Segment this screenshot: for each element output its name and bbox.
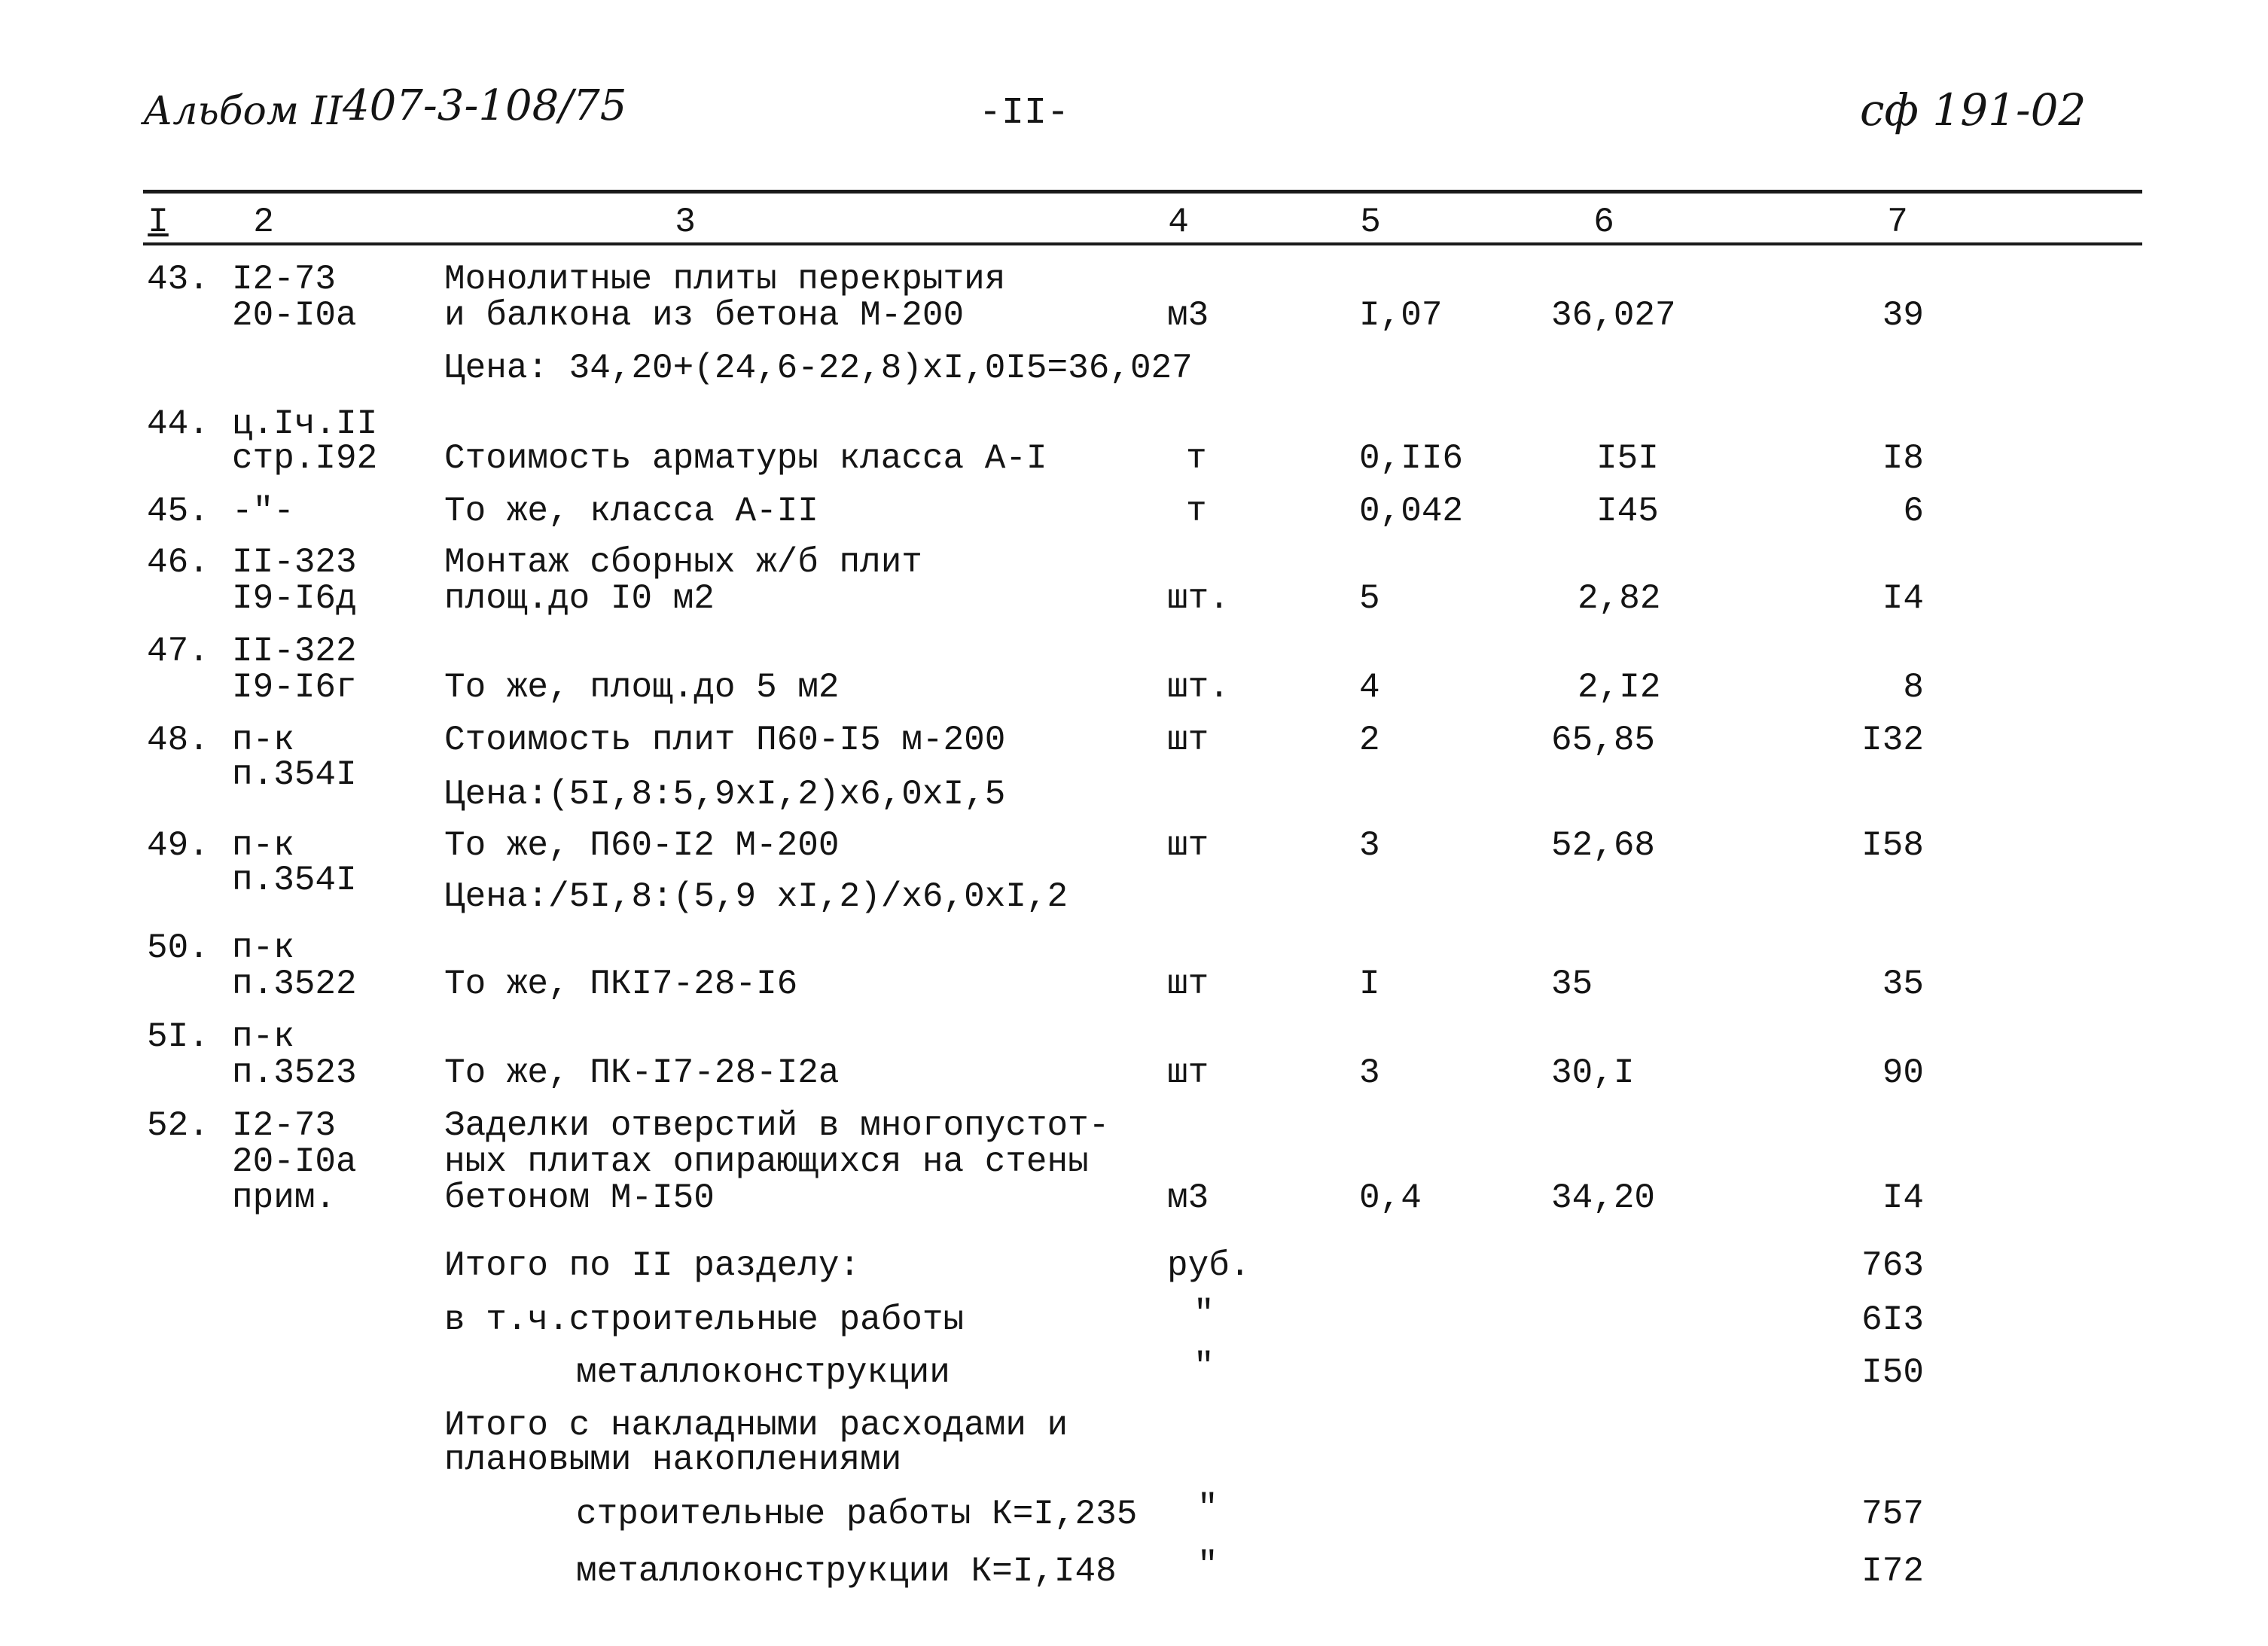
row-description: площ.до I0 м2 bbox=[444, 579, 715, 618]
row-quantity: 4 bbox=[1359, 668, 1380, 707]
row-code-line: ц.Iч.II bbox=[232, 404, 378, 444]
row-price: I45 bbox=[1596, 492, 1659, 531]
row-description: То же, ПКI7-28-I6 bbox=[444, 965, 798, 1004]
row-description: То же, П60-I2 М-200 bbox=[444, 826, 840, 865]
row-description: То же, класса А-II bbox=[444, 492, 818, 531]
summary-value: I50 bbox=[1861, 1353, 1924, 1392]
summary-unit: руб. bbox=[1167, 1246, 1251, 1285]
summary-label: Итого по II разделу: bbox=[444, 1246, 861, 1285]
row-number: 45. bbox=[147, 492, 209, 531]
row-description: бетоном М-I50 bbox=[444, 1178, 715, 1218]
row-code-line: п.354I bbox=[232, 861, 357, 900]
row-price-note: Цена: 34,20+(24,6-22,8)хI,0I5=36,027 bbox=[444, 349, 1193, 388]
row-price: 35 bbox=[1551, 965, 1593, 1004]
row-price-note: Цена:(5I,8:5,9хI,2)х6,0хI,5 bbox=[444, 775, 1006, 814]
row-quantity: 0,4 bbox=[1359, 1178, 1422, 1218]
summary-label: металлоконструкции bbox=[576, 1353, 950, 1392]
row-code-line: прим. bbox=[232, 1178, 337, 1218]
row-description: и балкона из бетона М-200 bbox=[444, 296, 965, 335]
row-unit: шт bbox=[1167, 721, 1209, 760]
row-total: 90 bbox=[1882, 1053, 1924, 1093]
row-description: ных плитах опирающихся на стены bbox=[444, 1142, 1089, 1181]
row-code-line: II-322 bbox=[232, 632, 357, 671]
header-rule bbox=[143, 242, 2142, 245]
row-unit: шт bbox=[1167, 1053, 1209, 1093]
row-unit: м3 bbox=[1167, 1178, 1209, 1218]
row-total: I8 bbox=[1882, 439, 1924, 478]
row-code-line: п.354I bbox=[232, 755, 357, 794]
col-header-7: 7 bbox=[1887, 203, 1908, 242]
row-number: 5I. bbox=[147, 1017, 209, 1056]
row-total: I32 bbox=[1861, 721, 1924, 760]
row-quantity: I,07 bbox=[1359, 296, 1443, 335]
row-price: I5I bbox=[1596, 439, 1659, 478]
row-total: I4 bbox=[1882, 579, 1924, 618]
row-total: 6 bbox=[1903, 492, 1924, 531]
row-unit: шт. bbox=[1167, 579, 1230, 618]
row-code-line: стр.I92 bbox=[232, 439, 378, 478]
row-code-line: 20-I0a bbox=[232, 1142, 357, 1181]
project-code: 407-3-108/75 bbox=[343, 81, 627, 130]
album-label: Альбом II bbox=[143, 89, 343, 134]
summary-label: строительные работы К=I,235 bbox=[576, 1495, 1138, 1534]
row-total: 8 bbox=[1903, 668, 1924, 707]
col-header-2: 2 bbox=[253, 203, 274, 242]
row-number: 49. bbox=[147, 826, 209, 865]
summary-label: в т.ч.строительные работы bbox=[444, 1300, 965, 1340]
row-number: 46. bbox=[147, 543, 209, 582]
summary-unit: " bbox=[1197, 1546, 1218, 1585]
summary-unit: " bbox=[1193, 1347, 1215, 1386]
row-price: 2,82 bbox=[1578, 579, 1661, 618]
summary-label: плановыми накоплениями bbox=[444, 1440, 902, 1480]
summary-label: Итого с накладными расходами и bbox=[444, 1406, 1068, 1445]
row-code-line: п-к bbox=[232, 1017, 294, 1056]
row-description: Заделки отверстий в многопустот- bbox=[444, 1106, 1110, 1145]
row-unit: т bbox=[1186, 492, 1207, 531]
row-total: I4 bbox=[1882, 1178, 1924, 1218]
row-code-line: 20-I0a bbox=[232, 296, 357, 335]
col-header-6: 6 bbox=[1593, 203, 1614, 242]
row-quantity: 3 bbox=[1359, 1053, 1380, 1093]
row-number: 48. bbox=[147, 721, 209, 760]
top-rule bbox=[143, 190, 2142, 194]
row-number: 50. bbox=[147, 928, 209, 968]
summary-label: металлоконструкции К=I,I48 bbox=[576, 1552, 1117, 1591]
row-total: 39 bbox=[1882, 296, 1924, 335]
col-header-4: 4 bbox=[1168, 203, 1189, 242]
row-unit: шт bbox=[1167, 826, 1209, 865]
row-code-line: п-к bbox=[232, 826, 294, 865]
summary-value: 763 bbox=[1861, 1246, 1924, 1285]
row-quantity: 3 bbox=[1359, 826, 1380, 865]
row-price: 34,20 bbox=[1551, 1178, 1656, 1218]
col-header-1: I bbox=[148, 203, 169, 242]
row-number: 52. bbox=[147, 1106, 209, 1145]
row-price: 52,68 bbox=[1551, 826, 1656, 865]
row-number: 44. bbox=[147, 404, 209, 444]
row-description: То же, площ.до 5 м2 bbox=[444, 668, 840, 707]
row-quantity: 0,II6 bbox=[1359, 439, 1464, 478]
row-quantity: 0,042 bbox=[1359, 492, 1464, 531]
row-unit: шт. bbox=[1167, 668, 1230, 707]
row-price: 30,I bbox=[1551, 1053, 1635, 1093]
row-code-line: II-323 bbox=[232, 543, 357, 582]
row-code-line: п-к bbox=[232, 928, 294, 968]
sheet-code: сф 191-02 bbox=[1860, 84, 2087, 136]
row-description: Монолитные плиты перекрытия bbox=[444, 260, 1006, 299]
row-price: 2,I2 bbox=[1578, 668, 1661, 707]
row-unit: шт bbox=[1167, 965, 1209, 1004]
row-quantity: 2 bbox=[1359, 721, 1380, 760]
summary-value: I72 bbox=[1861, 1552, 1924, 1591]
page-number: -II- bbox=[979, 92, 1070, 135]
row-code-line: I2-73 bbox=[232, 260, 337, 299]
summary-value: 6I3 bbox=[1861, 1300, 1924, 1340]
row-code-line: I2-73 bbox=[232, 1106, 337, 1145]
row-description: Стоимость арматуры класса А-I bbox=[444, 439, 1047, 478]
row-description: То же, ПК-I7-28-I2а bbox=[444, 1053, 840, 1093]
row-code-line: п.3523 bbox=[232, 1053, 357, 1093]
row-quantity: I bbox=[1359, 965, 1380, 1004]
row-description: Монтаж сборных ж/б плит bbox=[444, 543, 922, 582]
row-code-line: I9-I6г bbox=[232, 668, 357, 707]
row-code-line: -"- bbox=[232, 492, 294, 531]
row-price: 36,027 bbox=[1551, 296, 1676, 335]
row-number: 47. bbox=[147, 632, 209, 671]
row-price-note: Цена:/5I,8:(5,9 хI,2)/х6,0хI,2 bbox=[444, 877, 1068, 916]
row-total: I58 bbox=[1861, 826, 1924, 865]
row-total: 35 bbox=[1882, 965, 1924, 1004]
summary-unit: " bbox=[1193, 1294, 1215, 1334]
row-number: 43. bbox=[147, 260, 209, 299]
row-code-line: п-к bbox=[232, 721, 294, 760]
row-code-line: I9-I6д bbox=[232, 579, 357, 618]
summary-value: 757 bbox=[1861, 1495, 1924, 1534]
row-code-line: п.3522 bbox=[232, 965, 357, 1004]
summary-unit: " bbox=[1197, 1489, 1218, 1528]
col-header-3: 3 bbox=[675, 203, 696, 242]
row-quantity: 5 bbox=[1359, 579, 1380, 618]
row-description: Стоимость плит П60-I5 м-200 bbox=[444, 721, 1006, 760]
row-unit: м3 bbox=[1167, 296, 1209, 335]
row-unit: т bbox=[1186, 439, 1207, 478]
col-header-5: 5 bbox=[1360, 203, 1381, 242]
row-price: 65,85 bbox=[1551, 721, 1656, 760]
